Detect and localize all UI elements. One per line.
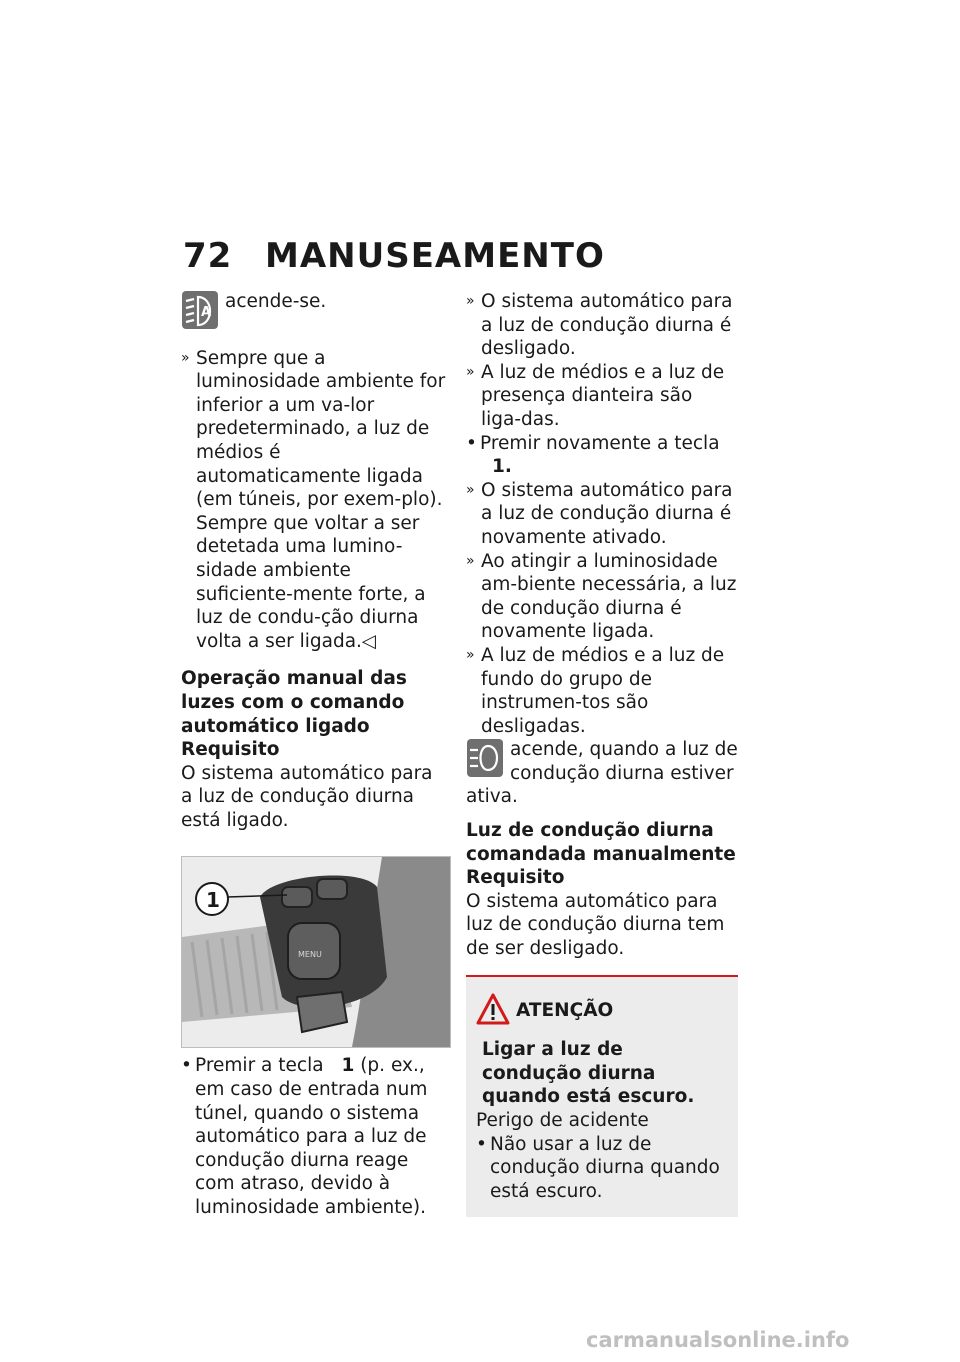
drl-indicator-text: acende, quando a luz de condução diurna estiver ativa.: [466, 739, 738, 808]
menu-label: MENU: [298, 950, 322, 960]
auto-light-text: acende-se.: [225, 291, 327, 312]
warning-danger: Perigo de acidente: [476, 1110, 649, 1131]
warning-subtitle: Ligar a luz de condução diurna quando está escuro.: [482, 1039, 695, 1108]
auto-headlight-icon: [181, 290, 219, 337]
section-heading-drl: Luz de condução diurna comandada manualmente: [466, 820, 736, 865]
page-header: [183, 236, 605, 276]
page-number: 72: [183, 236, 233, 276]
warning-title: [516, 999, 728, 1023]
step-press-key-b: (p. ex., em caso de entrada num túnel, quando o sistema automático para a luz de condução diurna reage com atraso, devido à luminosidade ambiente).: [195, 1055, 428, 1219]
callout-1: 1: [206, 888, 220, 913]
end-marker-icon: ◁: [361, 630, 377, 652]
section-heading-manual: Operação manual das luzes com o comando automático ligado: [181, 668, 407, 737]
requirement-label-2: Requisito: [466, 867, 565, 889]
result-3: » O sistema automático para a luz de condução diurna é novamente ativado.: [466, 479, 738, 550]
auto-light-paragraph: [181, 290, 449, 334]
warning-triangle-icon: [476, 993, 510, 1032]
requirement-label: Requisito: [181, 739, 280, 761]
warning-box: [466, 975, 738, 1218]
warning-title-text: ATENÇÃO: [516, 999, 614, 1021]
handlebar-switch-figure: [181, 856, 451, 1048]
svg-text:A: A: [201, 305, 212, 320]
result-5: » A luz de médios e a luz de fundo do grupo de instrumen-tos são desligadas.: [466, 644, 738, 738]
watermark: carmanualsonline.info: [586, 1328, 850, 1352]
step-press-key: [181, 1054, 449, 1219]
key-ref-1: 1: [341, 1055, 355, 1077]
step-press-again: [466, 432, 738, 479]
drl-indicator-paragraph: [466, 738, 738, 809]
result-4: » Ao atingir a luminosidade am-biente necessária, a luz de condução diurna é novamente ligada.: [466, 550, 738, 644]
page-title: MANUSEAMENTO: [265, 236, 605, 276]
left-column: [181, 290, 449, 1220]
requirement-text: O sistema automático para a luz de condução diurna está ligado.: [181, 762, 433, 831]
step-press-again-a: Premir novamente a tecla: [480, 432, 720, 454]
right-column: [466, 290, 738, 1217]
key-ref-1b: 1.: [492, 456, 512, 478]
result-2: » A luz de médios e a luz de presença dianteira são liga-das.: [466, 361, 738, 432]
daytime-running-light-icon: [466, 738, 504, 785]
requirement-text-2: O sistema automático para luz de condução diurna tem de ser desligado.: [466, 890, 725, 960]
step-press-key-a: Premir a tecla: [195, 1055, 324, 1077]
warning-item: • Não usar a luz de condução diurna quando está escuro.: [476, 1133, 728, 1204]
result-luminosity: [181, 347, 449, 654]
result-luminosity-text: Sempre que a luminosidade ambiente for inferior a um va-lor predeterminado, a luz de médios é automaticamente ligada (em túneis, por exem-plo). Sempre que voltar a ser detetada uma lumino-sidade ambiente suficiente-mente forte, a luz de condu-ção diurna volta a ser ligada.: [196, 347, 446, 652]
result-1: » O sistema automático para a luz de condução diurna é desligado.: [466, 290, 738, 361]
